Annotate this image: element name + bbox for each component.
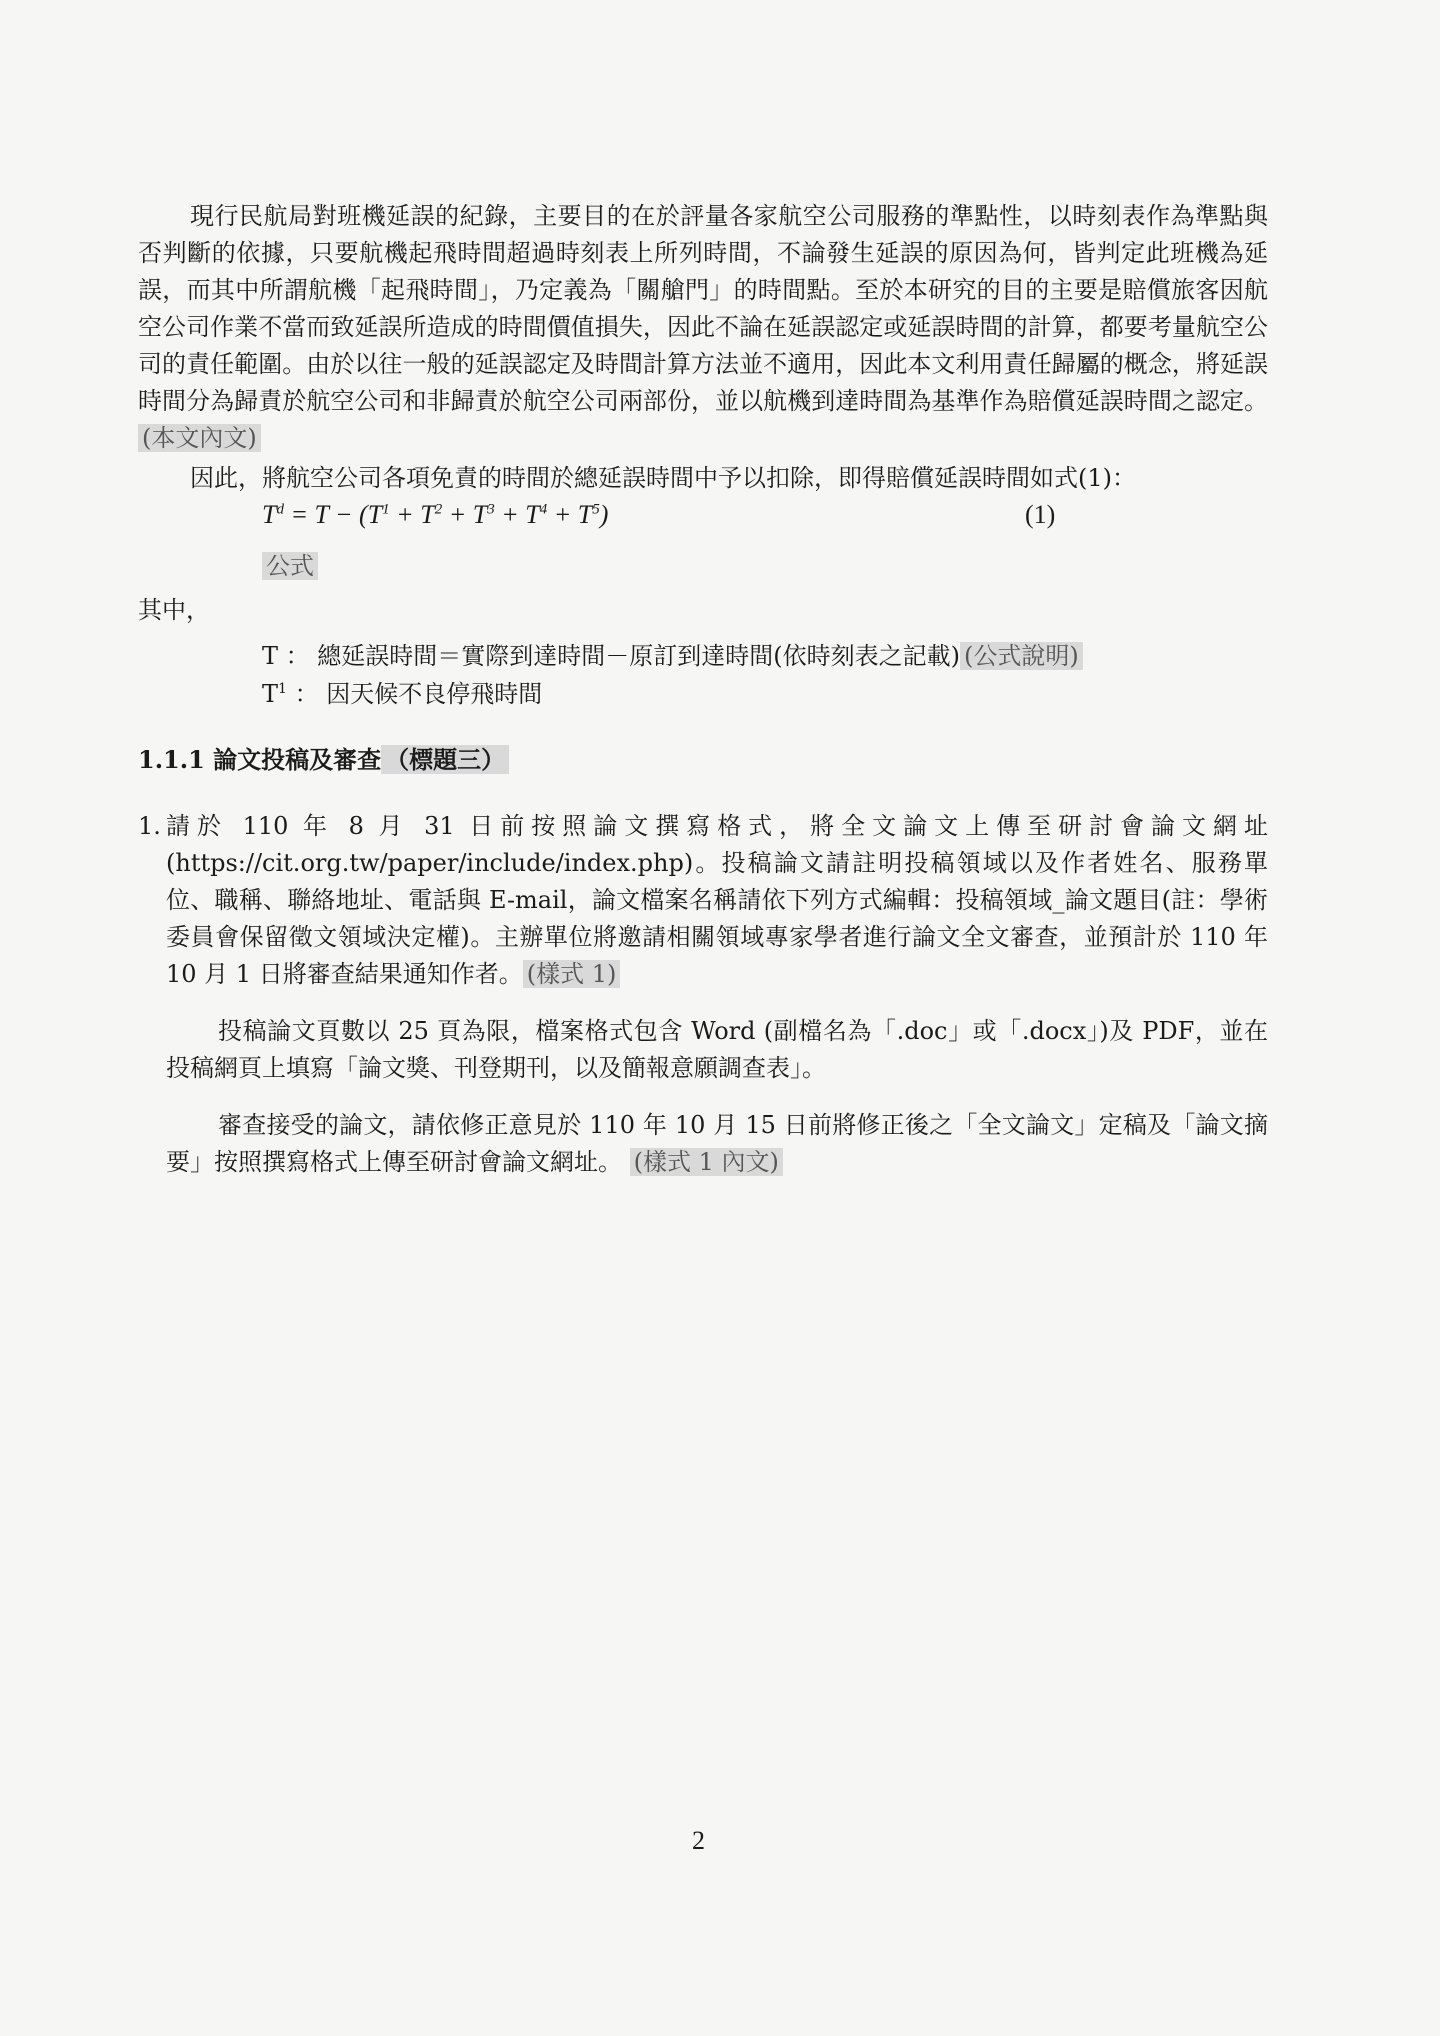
definition-row xyxy=(262,636,1083,671)
formula-sup: d xyxy=(276,501,284,518)
definition-symbol: T xyxy=(262,680,279,708)
formula-sup: 4 xyxy=(539,501,548,518)
definition-text: ： 因天候不良停飛時間 xyxy=(294,680,543,708)
definition-text: ： 總延誤時間＝實際到達時間－原訂到達時間(依時刻表之記載) xyxy=(285,642,961,670)
list-item-text: 請於 110 年 8 月 31 日前按照論文撰寫格式，將全文論文上傳至研討會論文網址(https://cit.org.tw/paper/include/index.php)。投稿論文請註明投稿領域以及作者姓名、服務單位、職稱、聯絡地址、電話與 E-mail，論文檔案名稱請依下列方式編輯：投稿領域_論文題目(註：學術委員會保留徵文領域決定權)。主辦單位將邀請相關領域專家學者進行論文全文審查，並預計於 110 年 10 月 1 日將審查結果通知作者。 xyxy=(166,812,1268,988)
formula-sup: 2 xyxy=(434,501,443,518)
list-number: 1. xyxy=(138,812,161,840)
style-tag: (本文內文) xyxy=(138,424,261,452)
formula-part: = T − (T xyxy=(283,500,383,529)
formula-part: ) xyxy=(599,500,609,529)
definition-row xyxy=(262,674,542,709)
style-tag: (公式說明) xyxy=(960,642,1083,670)
style-tag: (樣式 1 內文) xyxy=(630,1148,783,1176)
formula-sup: 1 xyxy=(382,501,390,518)
submission-list xyxy=(138,808,1268,1181)
list-item-body xyxy=(166,808,1268,993)
paragraph-text: 因此，將航空公司各項免責的時間於總延誤時間中予以扣除，即得賠償延誤時間如式(1)： xyxy=(190,464,1136,492)
formula-part: + T xyxy=(494,500,540,529)
body-paragraph-1 xyxy=(138,198,1268,457)
paragraph-text: 審查接受的論文，請依修正意見於 110 年 10 月 15 日前將修正後之「全文論文」定稿及「論文摘要」按照撰寫格式上傳至研討會論文網址。 xyxy=(166,1111,1268,1176)
page-number: 2 xyxy=(692,1826,705,1855)
list-item xyxy=(138,808,1268,993)
body-paragraph-2 xyxy=(138,460,1268,497)
section-heading xyxy=(138,740,509,775)
formula-part: + T xyxy=(547,500,593,529)
heading-text: 1.1.1 論文投稿及審查 xyxy=(138,745,382,774)
equation-number: (1) xyxy=(1025,500,1056,529)
list-paragraph-3 xyxy=(166,1107,1268,1181)
formula-sup: 3 xyxy=(487,501,495,518)
style-tag: (樣式 1) xyxy=(523,960,621,988)
paragraph-text: 現行民航局對班機延誤的紀錄，主要目的在於評量各家航空公司服務的準點性，以時刻表作為準點與否判斷的依據，只要航機起飛時間超過時刻表上所列時間，不論發生延誤的原因為何，皆判定此班機為延誤，而其中所謂航機「起飛時間」，乃定義為「關艙門」的時間點。至於本研究的目的主要是賠償旅客因航空公司作業不當而致延誤所造成的時間價值損失，因此不論在延誤認定或延誤時間的計算，都要考量航空公司的責任範圍。由於以往一般的延誤認定及時間計算方法並不適用，因此本文利用責任歸屬的概念，將延誤時間分為歸責於航空公司和非歸責於航空公司兩部份，並以航機到達時間為基準作為賠償延誤時間之認定。 xyxy=(138,202,1268,415)
equation xyxy=(262,500,608,530)
formula-lhs: T xyxy=(262,500,277,529)
where-label: 其中， xyxy=(138,596,210,624)
formula-part: + T xyxy=(389,500,435,529)
formula-part: + T xyxy=(442,500,488,529)
definition-symbol: T xyxy=(262,642,279,670)
style-tag: （標題三） xyxy=(381,745,509,774)
definition-sup: 1 xyxy=(278,681,287,697)
style-tag: 公式 xyxy=(262,552,318,580)
formula-sup: 5 xyxy=(592,501,600,518)
formula-style-tag xyxy=(262,546,318,581)
list-paragraph-2: 投稿論文頁數以 25 頁為限，檔案格式包含 Word (副檔名為「.doc」或「.docx」)及 PDF，並在投稿網頁上填寫「論文獎、刊登期刊，以及簡報意願調查表」。 xyxy=(166,1017,1268,1082)
